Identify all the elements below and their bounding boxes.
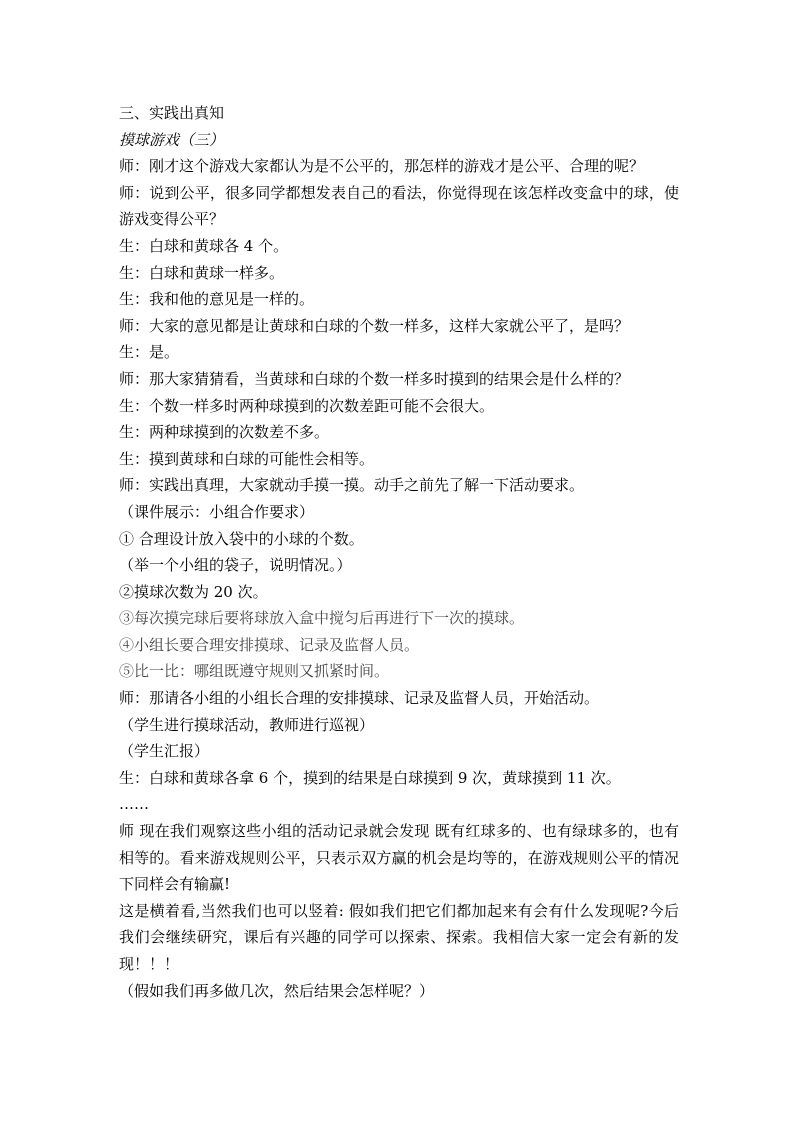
dialogue-line: 生：白球和黄球各拿 6 个，摸到的结果是白球摸到 9 次，黄球摸到 11 次。 [119, 768, 621, 787]
dialogue-line: 生：个数一样多时两种球摸到的次数差距可能不会很大。 [119, 396, 495, 415]
courseware-note: （课件展示：小组合作要求） [119, 502, 315, 521]
subheading: 摸球游戏（三） [119, 130, 225, 149]
dialogue-line: 师：那请各小组的小组长合理的安排摸球、记录及监督人员，开始活动。 [119, 689, 600, 708]
section-heading: 三、实践出真知 [119, 104, 225, 122]
dialogue-line: 这是横着看,当然我们也可以竖着: 假如我们把它们都加起来有会有什么发现呢?今后我们会继续研究，课后有兴趣的同学可以探索、探索。我相信大家一定会有新的发现！！！ [119, 901, 679, 973]
dialogue-line: 生：白球和黄球各 4 个。 [119, 236, 289, 255]
dialogue-line: 师：那大家猜猜看，当黄球和白球的个数一样多时摸到的结果会是什么样的？ [119, 369, 630, 388]
stage-note: （学生汇报） [119, 742, 210, 761]
stage-note: （举一个小组的袋子，说明情况。） [119, 556, 352, 575]
dialogue-line: 生：摸到黄球和白球的可能性会相等。 [119, 449, 375, 468]
stage-note: （学生进行摸球活动，教师进行巡视） [119, 715, 375, 734]
dialogue-line: 师：刚才这个游戏大家都认为是不公平的，那怎样的游戏才是公平、合理的呢？ [119, 157, 645, 176]
dialogue-line: 师 现在我们观察这些小组的活动记录就会发现 既有红球多的、也有绿球多的，也有相等的。看来游戏规则公平，只表示双方赢的机会是均等的，在游戏规则公平的情况下同样会有输赢! [119, 822, 679, 894]
dialogue-line: 生：白球和黄球一样多。 [119, 263, 285, 282]
requirement-item: ⑤比一比：哪组既遵守规则又抓紧时间。 [119, 662, 390, 681]
dialogue-line: 师：说到公平，很多同学都想发表自己的看法，你觉得现在该怎样改变盒中的球，使游戏变得公平？ [119, 183, 679, 229]
dialogue-line: 师：实践出真理，大家就动手摸一摸。动手之前先了解一下活动要求。 [119, 476, 585, 495]
dialogue-line: 生：是。 [119, 343, 180, 362]
document-body [119, 100, 679, 1004]
stage-note: （假如我们再多做几次，然后结果会怎样呢？） [119, 981, 435, 1000]
dialogue-line: 生：我和他的意见是一样的。 [119, 290, 315, 309]
dialogue-line: 师：大家的意见都是让黄球和白球的个数一样多，这样大家就公平了，是吗？ [119, 316, 630, 335]
ellipsis: …… [119, 795, 149, 814]
requirement-item: ④小组长要合理安排摸球、记录及监督人员。 [119, 635, 420, 654]
dialogue-line: 生：两种球摸到的次数差不多。 [119, 423, 330, 442]
requirement-item: ③每次摸完球后要将球放入盒中搅匀后再进行下一次的摸球。 [119, 609, 525, 628]
requirement-item: ① 合理设计放入袋中的小球的个数。 [119, 529, 364, 548]
requirement-item: ②摸球次数为 20 次。 [119, 582, 268, 601]
